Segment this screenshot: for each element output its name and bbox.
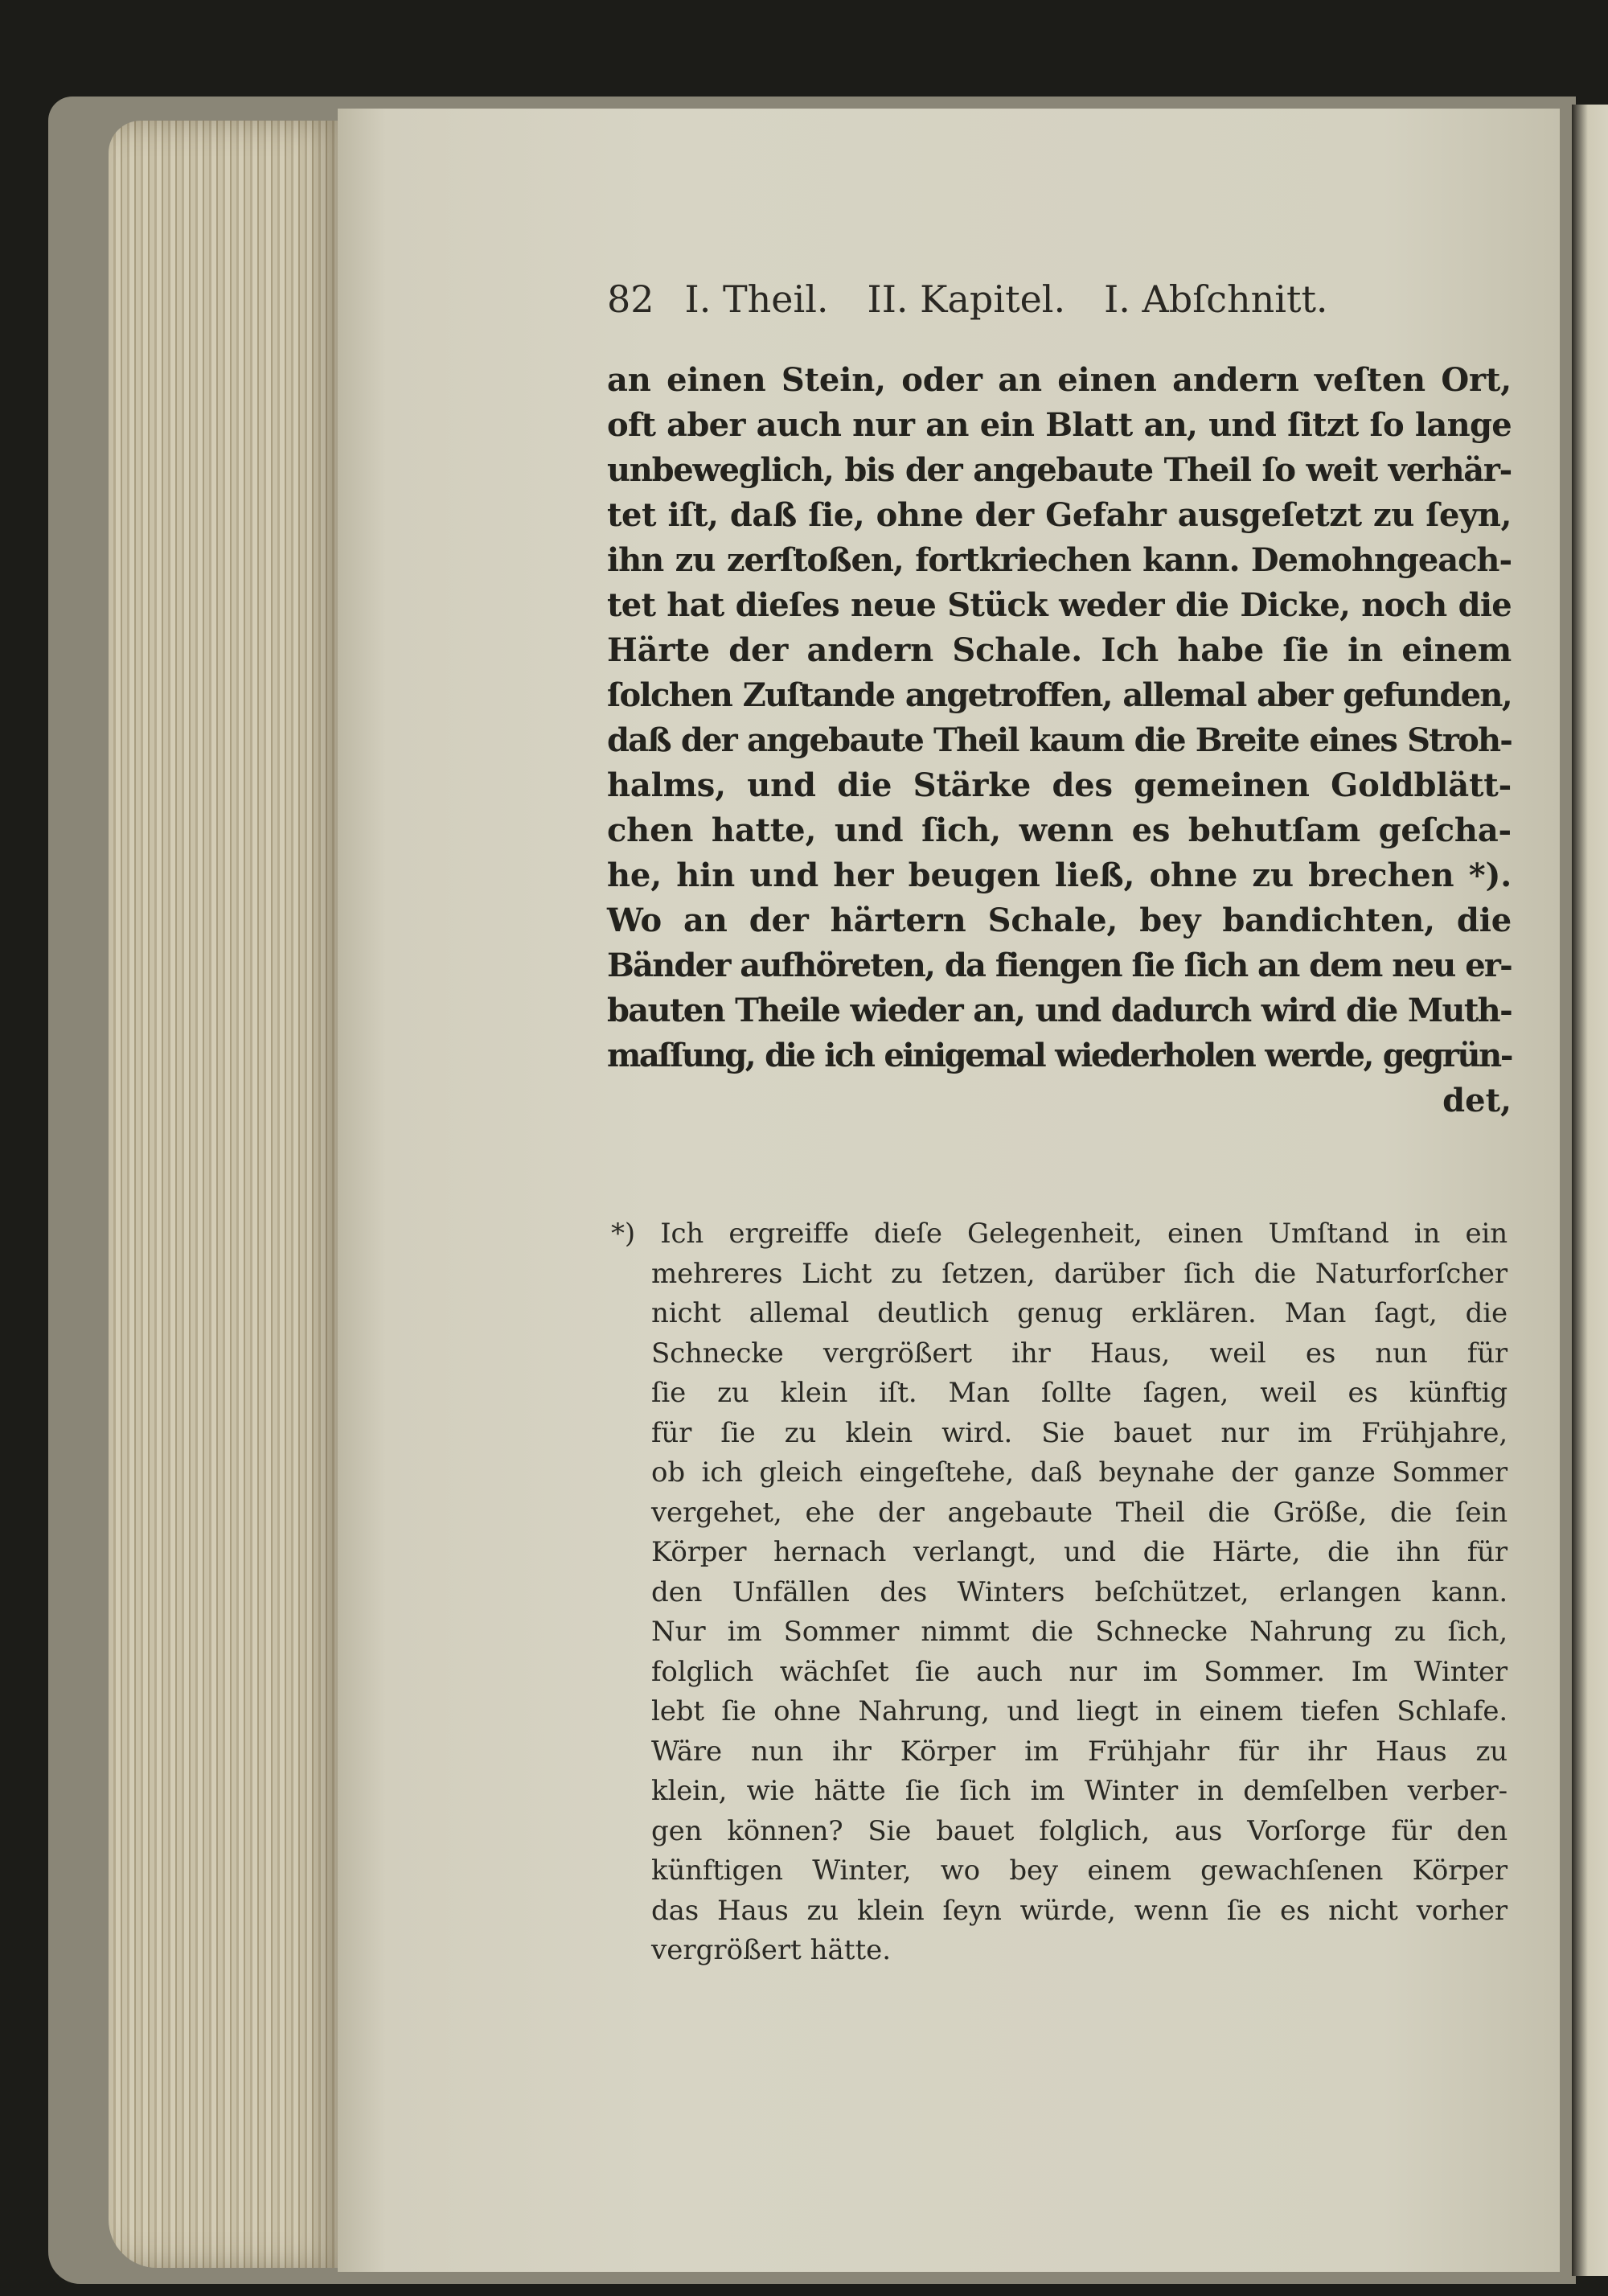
main-text (607, 358, 1512, 1123)
footnote-line: Schnecke vergrößert ihr Haus, weil es nun für (651, 1337, 1508, 1370)
footnote-line: vergrößert hätte. (651, 1934, 892, 1966)
footnote-line: folglich wächſet ſie auch nur im Sommer. Im Winter (651, 1655, 1508, 1688)
footnote-line: den Unfällen des Winters beſchützet, erlangen kann. (651, 1575, 1508, 1608)
text-line: tet hat dieſes neue Stück weder die Dicke, noch die (607, 586, 1512, 624)
footnote (611, 1214, 1508, 1971)
running-header (607, 277, 1411, 321)
footnote-line: vergehet, ehe der angebaute Theil die Größe, die ſein (651, 1496, 1508, 1529)
text-line: chen hatte, und ſich, wenn es behutſam geſcha- (607, 811, 1512, 849)
text-line: an einen Stein, oder an einen andern veſten Ort, (607, 361, 1512, 399)
footnote-line: gen können? Sie bauet folglich, aus Vorſorge für den (651, 1814, 1508, 1847)
footnote-line: ob ich gleich eingeſtehe, daß beynahe der ganze Sommer (651, 1456, 1508, 1489)
page-edges (109, 121, 350, 2268)
footnote-line: klein, wie hätte ſie ſich im Winter in demſelben verber- (651, 1775, 1508, 1807)
text-line: bauten Theile wieder an, und dadurch wird die Muth- (607, 992, 1512, 1029)
text-line: tet iſt, daß ſie, ohne der Gefahr ausgeſetzt zu ſeyn, (607, 496, 1512, 534)
text-line: ſolchen Zuſtande angetroffen, allemal aber gefunden, (607, 676, 1512, 714)
text-line: daß der angebaute Theil kaum die Breite eines Stroh- (607, 721, 1512, 759)
text-line: Wo an der härtern Schale, bey bandichten, die (607, 902, 1512, 939)
text-line: he, hin und her beugen ließ, ohne zu brechen *). (607, 856, 1512, 894)
footnote-line: Körper hernach verlangt, und die Härte, die ihn für (651, 1536, 1508, 1568)
footnote-line: mehreres Licht zu ſetzen, darüber ſich die Naturforſcher (651, 1257, 1508, 1290)
footnote-line: nicht allemal deutlich genug erklären. Man ſagt, die (651, 1297, 1508, 1329)
header-chapter: II. Kapitel. (867, 277, 1066, 321)
footnote-line: Wäre nun ihr Körper im Frühjahr für ihr Haus zu (651, 1735, 1508, 1768)
header-part: I. Theil. (684, 277, 829, 321)
text-line: Bänder aufhöreten, da fiengen ſie ſich an dem neu er- (607, 947, 1512, 984)
footnote-line: lebt ſie ohne Nahrung, und liegt in einem tiefen Schlafe. (651, 1695, 1508, 1727)
footnote-line: künftigen Winter, wo bey einem gewachſenen Körper (651, 1854, 1508, 1887)
text-line: ihn zu zerſtoßen, fortkriechen kann. Demohngeach- (607, 541, 1512, 579)
text-line: unbeweglich, bis der angebaute Theil ſo weit verhär- (607, 451, 1512, 489)
footnote-line: ſie zu klein iſt. Man ſollte ſagen, weil es künftig (651, 1377, 1508, 1409)
footnote-line: das Haus zu klein ſeyn würde, wenn ſie es nicht vorher (651, 1894, 1508, 1927)
footnote-line: Nur im Sommer nimmt die Schnecke Nahrung zu ſich, (651, 1616, 1508, 1648)
page-number: 82 (607, 277, 654, 321)
text-line: Härte der andern Schale. Ich habe ſie in einem (607, 631, 1512, 669)
facing-page-edge (1572, 105, 1608, 2276)
catchword: det, (1442, 1082, 1512, 1119)
text-line: halms, und die Stärke des gemeinen Goldblätt- (607, 766, 1512, 804)
text-line: maſſung, die ich einigemal wiederholen werde, gegrün- (607, 1037, 1512, 1074)
header-section: I. Abſchnitt. (1104, 277, 1328, 321)
footnote-line: für ſie zu klein wird. Sie bauet nur im Frühjahre, (651, 1416, 1508, 1449)
footnote-line: *) Ich ergreiffe dieſe Gelegenheit, einen Umſtand in ein (611, 1218, 1508, 1250)
text-line: oft aber auch nur an ein Blatt an, und ſitzt ſo lange (607, 406, 1512, 444)
